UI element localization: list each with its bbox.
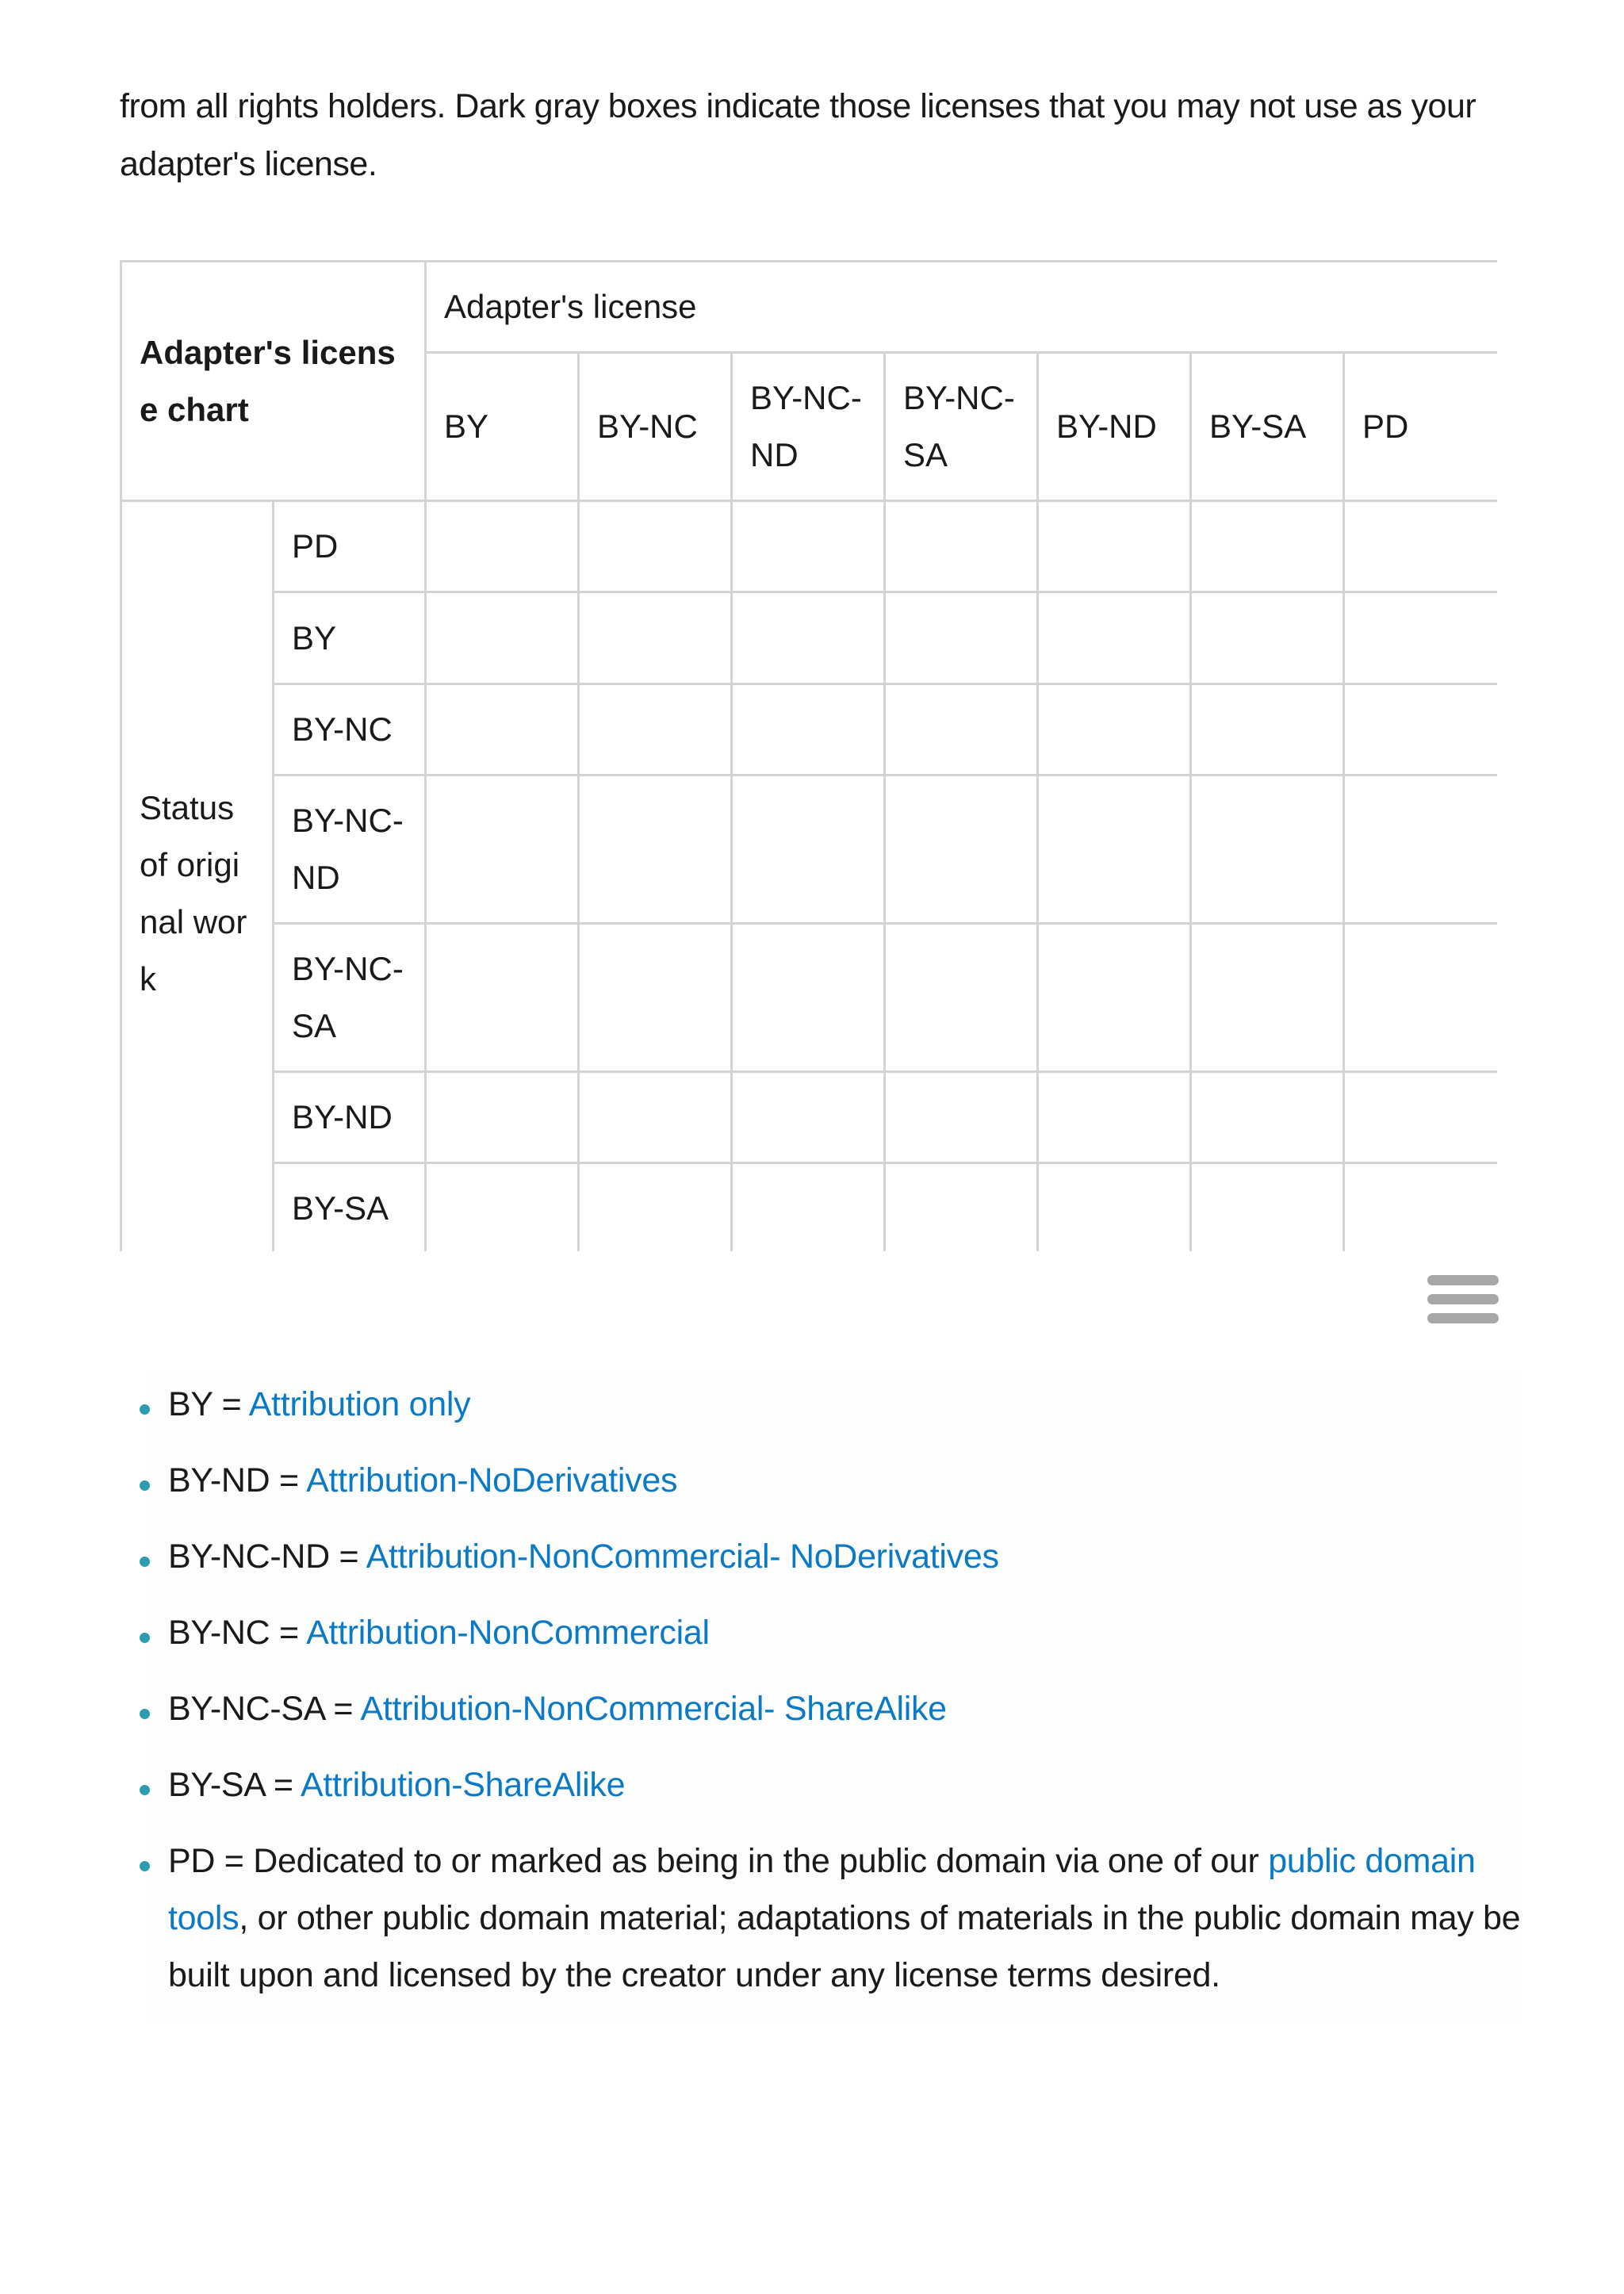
bullet-icon	[140, 1785, 150, 1795]
table-cell	[426, 924, 579, 1072]
list-item	[151, 1604, 1522, 1661]
license-link[interactable]: Attribution-NonCommercial- NoDerivatives	[366, 1538, 999, 1576]
row-header: BY-NC-ND	[274, 776, 426, 924]
table-row	[121, 501, 1498, 592]
table-cell	[426, 1163, 579, 1252]
intro-paragraph: from all rights holders. Dark gray boxes indicate those licenses that you may not use as your adapter's license.	[120, 87, 1477, 183]
license-code: BY-NC-SA	[168, 1690, 324, 1728]
separator: =	[270, 1614, 307, 1652]
table-cell	[1344, 501, 1497, 592]
column-header: BY	[426, 353, 579, 501]
table-cell	[1191, 1072, 1344, 1163]
separator: =	[329, 1538, 366, 1576]
table-cell	[732, 501, 885, 592]
table-cell	[579, 776, 732, 924]
table-cell	[1191, 684, 1344, 776]
row-header: BY-NC	[274, 684, 426, 776]
table-cell	[885, 924, 1038, 1072]
table-cell	[885, 684, 1038, 776]
table-cell	[885, 592, 1038, 684]
table-row	[121, 776, 1498, 924]
license-code: BY-SA	[168, 1766, 265, 1804]
table-cell	[579, 501, 732, 592]
bullet-icon	[140, 1633, 150, 1643]
hamburger-menu-icon[interactable]	[1427, 1275, 1499, 1324]
table-cell	[426, 592, 579, 684]
separator: =	[215, 1842, 254, 1880]
separator: =	[324, 1690, 361, 1728]
license-code: BY	[168, 1385, 213, 1423]
column-header: BY-NC	[579, 353, 732, 501]
license-code: BY-ND	[168, 1461, 270, 1499]
row-header: PD	[274, 501, 426, 592]
license-code: BY-NC-ND	[168, 1538, 330, 1576]
table-cell	[426, 776, 579, 924]
license-chart-table-container	[120, 260, 1497, 1251]
row-header: BY-SA	[274, 1163, 426, 1252]
table-cell	[426, 684, 579, 776]
table-cell	[426, 1072, 579, 1163]
column-header: BY-NC-SA	[885, 353, 1038, 501]
separator: =	[213, 1385, 249, 1423]
table-cell	[732, 1072, 885, 1163]
table-cell	[1191, 501, 1344, 592]
row-header: BY	[274, 592, 426, 684]
license-link[interactable]: Attribution-ShareAlike	[300, 1766, 626, 1804]
column-group-header: Adapter's license	[426, 262, 1497, 353]
license-code: BY-NC	[168, 1614, 270, 1652]
table-cell	[732, 776, 885, 924]
table-row	[121, 684, 1498, 776]
bullet-icon	[140, 1861, 150, 1871]
column-header: BY-ND	[1038, 353, 1191, 501]
table-cell	[1191, 776, 1344, 924]
public-domain-tools-link[interactable]: public domain tools	[168, 1842, 1476, 1937]
table-cell	[579, 924, 732, 1072]
table-cell	[1191, 1163, 1344, 1252]
table-cell	[732, 1163, 885, 1252]
table-cell	[1038, 684, 1191, 776]
column-header: BY-SA	[1191, 353, 1344, 501]
table-cell	[1344, 684, 1497, 776]
table-row	[121, 924, 1498, 1072]
table-cell	[1344, 592, 1497, 684]
list-item	[151, 1376, 1522, 1433]
table-row	[121, 1163, 1498, 1252]
table-cell	[579, 684, 732, 776]
table-cell	[1038, 501, 1191, 592]
definition-text: , or other public domain material; adaptations of materials in the public domain may be built upon and licensed by the creator under any license terms desired.	[168, 1899, 1521, 1994]
list-item	[151, 1756, 1522, 1813]
row-group-header: Status of original work	[121, 501, 274, 1252]
table-cell	[732, 684, 885, 776]
table-row	[121, 1072, 1498, 1163]
bullet-icon	[140, 1480, 150, 1491]
table-cell	[885, 1163, 1038, 1252]
list-item	[151, 1528, 1522, 1585]
table-cell	[579, 592, 732, 684]
table-row	[121, 592, 1498, 684]
table-cell	[1191, 924, 1344, 1072]
separator: =	[270, 1461, 307, 1499]
table-cell	[885, 501, 1038, 592]
bullet-icon	[140, 1557, 150, 1567]
table-cell	[1344, 776, 1497, 924]
row-header: BY-ND	[274, 1072, 426, 1163]
column-header: BY-NC-ND	[732, 353, 885, 501]
license-link[interactable]: Attribution-NoDerivatives	[306, 1461, 678, 1499]
list-item	[151, 1833, 1522, 2004]
table-cell	[1191, 592, 1344, 684]
table-cell	[1038, 1163, 1191, 1252]
separator: =	[264, 1766, 301, 1804]
table-cell	[1344, 1072, 1497, 1163]
table-cell	[1344, 924, 1497, 1072]
table-cell	[885, 776, 1038, 924]
table-cell	[732, 924, 885, 1072]
table-cell	[426, 501, 579, 592]
license-code: PD	[168, 1842, 216, 1880]
row-header: BY-NC-SA	[274, 924, 426, 1072]
license-link[interactable]: Attribution-NonCommercial	[306, 1614, 710, 1652]
table-cell	[885, 1072, 1038, 1163]
bullet-icon	[140, 1709, 150, 1719]
table-cell	[1038, 776, 1191, 924]
list-item	[151, 1452, 1522, 1509]
table-cell	[1038, 924, 1191, 1072]
table-cell	[1344, 1163, 1497, 1252]
table-cell	[732, 592, 885, 684]
bullet-icon	[140, 1404, 150, 1415]
definition-text: Dedicated to or marked as being in the public domain via one of our	[253, 1842, 1269, 1880]
license-chart-table	[120, 260, 1497, 1251]
table-cell	[1038, 592, 1191, 684]
license-definitions-list	[151, 1376, 1522, 2023]
table-cell	[579, 1163, 732, 1252]
list-item	[151, 1680, 1522, 1737]
column-header: PD	[1344, 353, 1497, 501]
table-corner-header: Adapter's license chart	[121, 262, 426, 501]
table-cell	[1038, 1072, 1191, 1163]
license-link[interactable]: Attribution only	[248, 1385, 471, 1423]
table-cell	[579, 1072, 732, 1163]
license-link[interactable]: Attribution-NonCommercial- ShareAlike	[360, 1690, 947, 1728]
